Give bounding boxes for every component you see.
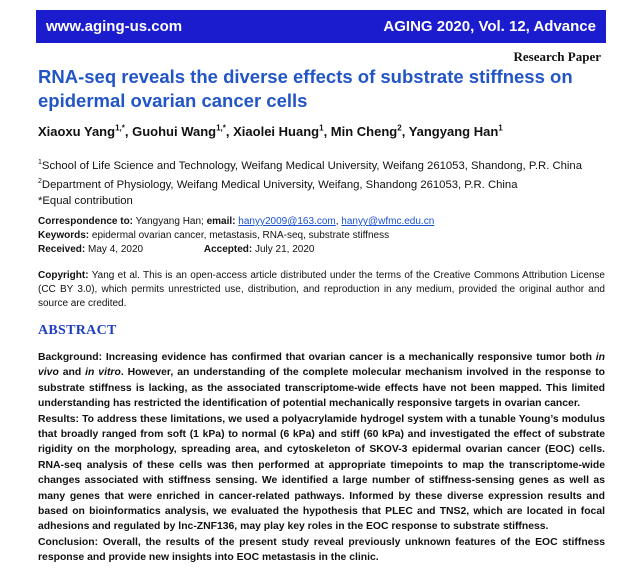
abstract-heading: ABSTRACT	[38, 323, 117, 338]
affiliation-1: $^1$School of Life Science and Technology, Weifang Medical University, Weifang 261053, Shandong, P.R. China	[38, 159, 582, 172]
article-metadata	[38, 215, 434, 257]
author-1: Xiaoxu Yang$^{1,*}$,	[38, 124, 133, 140]
affiliations	[38, 155, 582, 209]
author-3: Xiaolei Huang$^1$,	[233, 124, 331, 140]
abstract-body	[38, 350, 605, 566]
copyright-notice: Copyright: Yang et al. This is an open-access article distributed under the terms of the Creative Commons Attribution License (CC BY 3.0), which permits unrestricted use, distribution, and reproduction in any medium, provided the original author and source are credited.	[38, 270, 605, 309]
paper-title: RNA-seq reveals the diverse effects of substrate stiffness on epidermal ovarian cancer cells	[38, 66, 573, 111]
abstract-results: Results: To address these limitations, we used a polyacrylamide hydrogel system with a tunable Young’s modulus that broadly ranged from soft (1 kPa) to normal (6 kPa) and stiff (60 kPa) and investigated the effect of substrate rigidity on the morphology, spreading area, and cytoskeleton of SKOV-3 epidermal ovarian cancer (EOC) cells. RNA-seq analysis of these cells was then performed at appropriate timepoints to map the transcriptome-wide changes associated with stiffness sensing. We identified a large number of stiffness-sensing genes as well as many genes that were enriched in cancer-related pathways. Informed by these diverse expression results and based on bioinformatics analysis, we evaluated the hypothesis that PLEC and TNS2, which are located in focal adhesions and regulated by lnc-ZNF136, may play key roles in the EOC response to substrate stiffness.	[38, 413, 605, 533]
keywords-line: Keywords: epidermal ovarian cancer, metastasis, RNA-seq, substrate stiffness	[38, 230, 390, 241]
site-url[interactable]: www.aging-us.com	[46, 18, 183, 35]
email-link-2[interactable]: hanyy@wfmc.edu.cn	[341, 216, 435, 227]
dates-line: Received: May 4, 2020 Accepted: July 21, 2020	[38, 244, 315, 255]
journal-header-banner	[36, 10, 606, 43]
equal-contribution-note: *Equal contribution	[38, 194, 133, 207]
author-2: Guohui Wang$^{1,*}$,	[132, 124, 234, 140]
author-list	[38, 124, 503, 139]
journal-volume: AGING 2020, Vol. 12, Advance	[383, 18, 596, 35]
correspondence-line: Correspondence to: Yangyang Han; email: hanyy2009@163.com, hanyy@wfmc.edu.cn	[38, 216, 435, 227]
author-5: Yangyang Han$^1$	[408, 124, 503, 140]
email-link-1[interactable]: hanyy2009@163.com	[238, 216, 336, 227]
affiliation-2: $^2$Department of Physiology, Weifang Medical University, Weifang, Shandong 261053, P.R. China	[38, 177, 518, 191]
abstract-background: Background: Increasing evidence has confirmed that ovarian cancer is a mechanically responsive tumor both in vivo and in vitro. However, an understanding of the complete molecular mechanism involved in the response to substrate stiffness is lacking, as the associated transcriptome-wide effects have not been mapped. This limited understanding has restricted the identification of potential mechanically responsive targets in ovarian cancer.	[38, 352, 605, 410]
author-4: Min Cheng$^2$,	[330, 124, 409, 140]
paper-type-label: Research Paper	[513, 49, 601, 64]
abstract-conclusion: Conclusion: Overall, the results of the present study reveal previously unknown features of the EOC stiffness response and provide new insights into EOC metastasis in the clinic.	[38, 536, 605, 564]
